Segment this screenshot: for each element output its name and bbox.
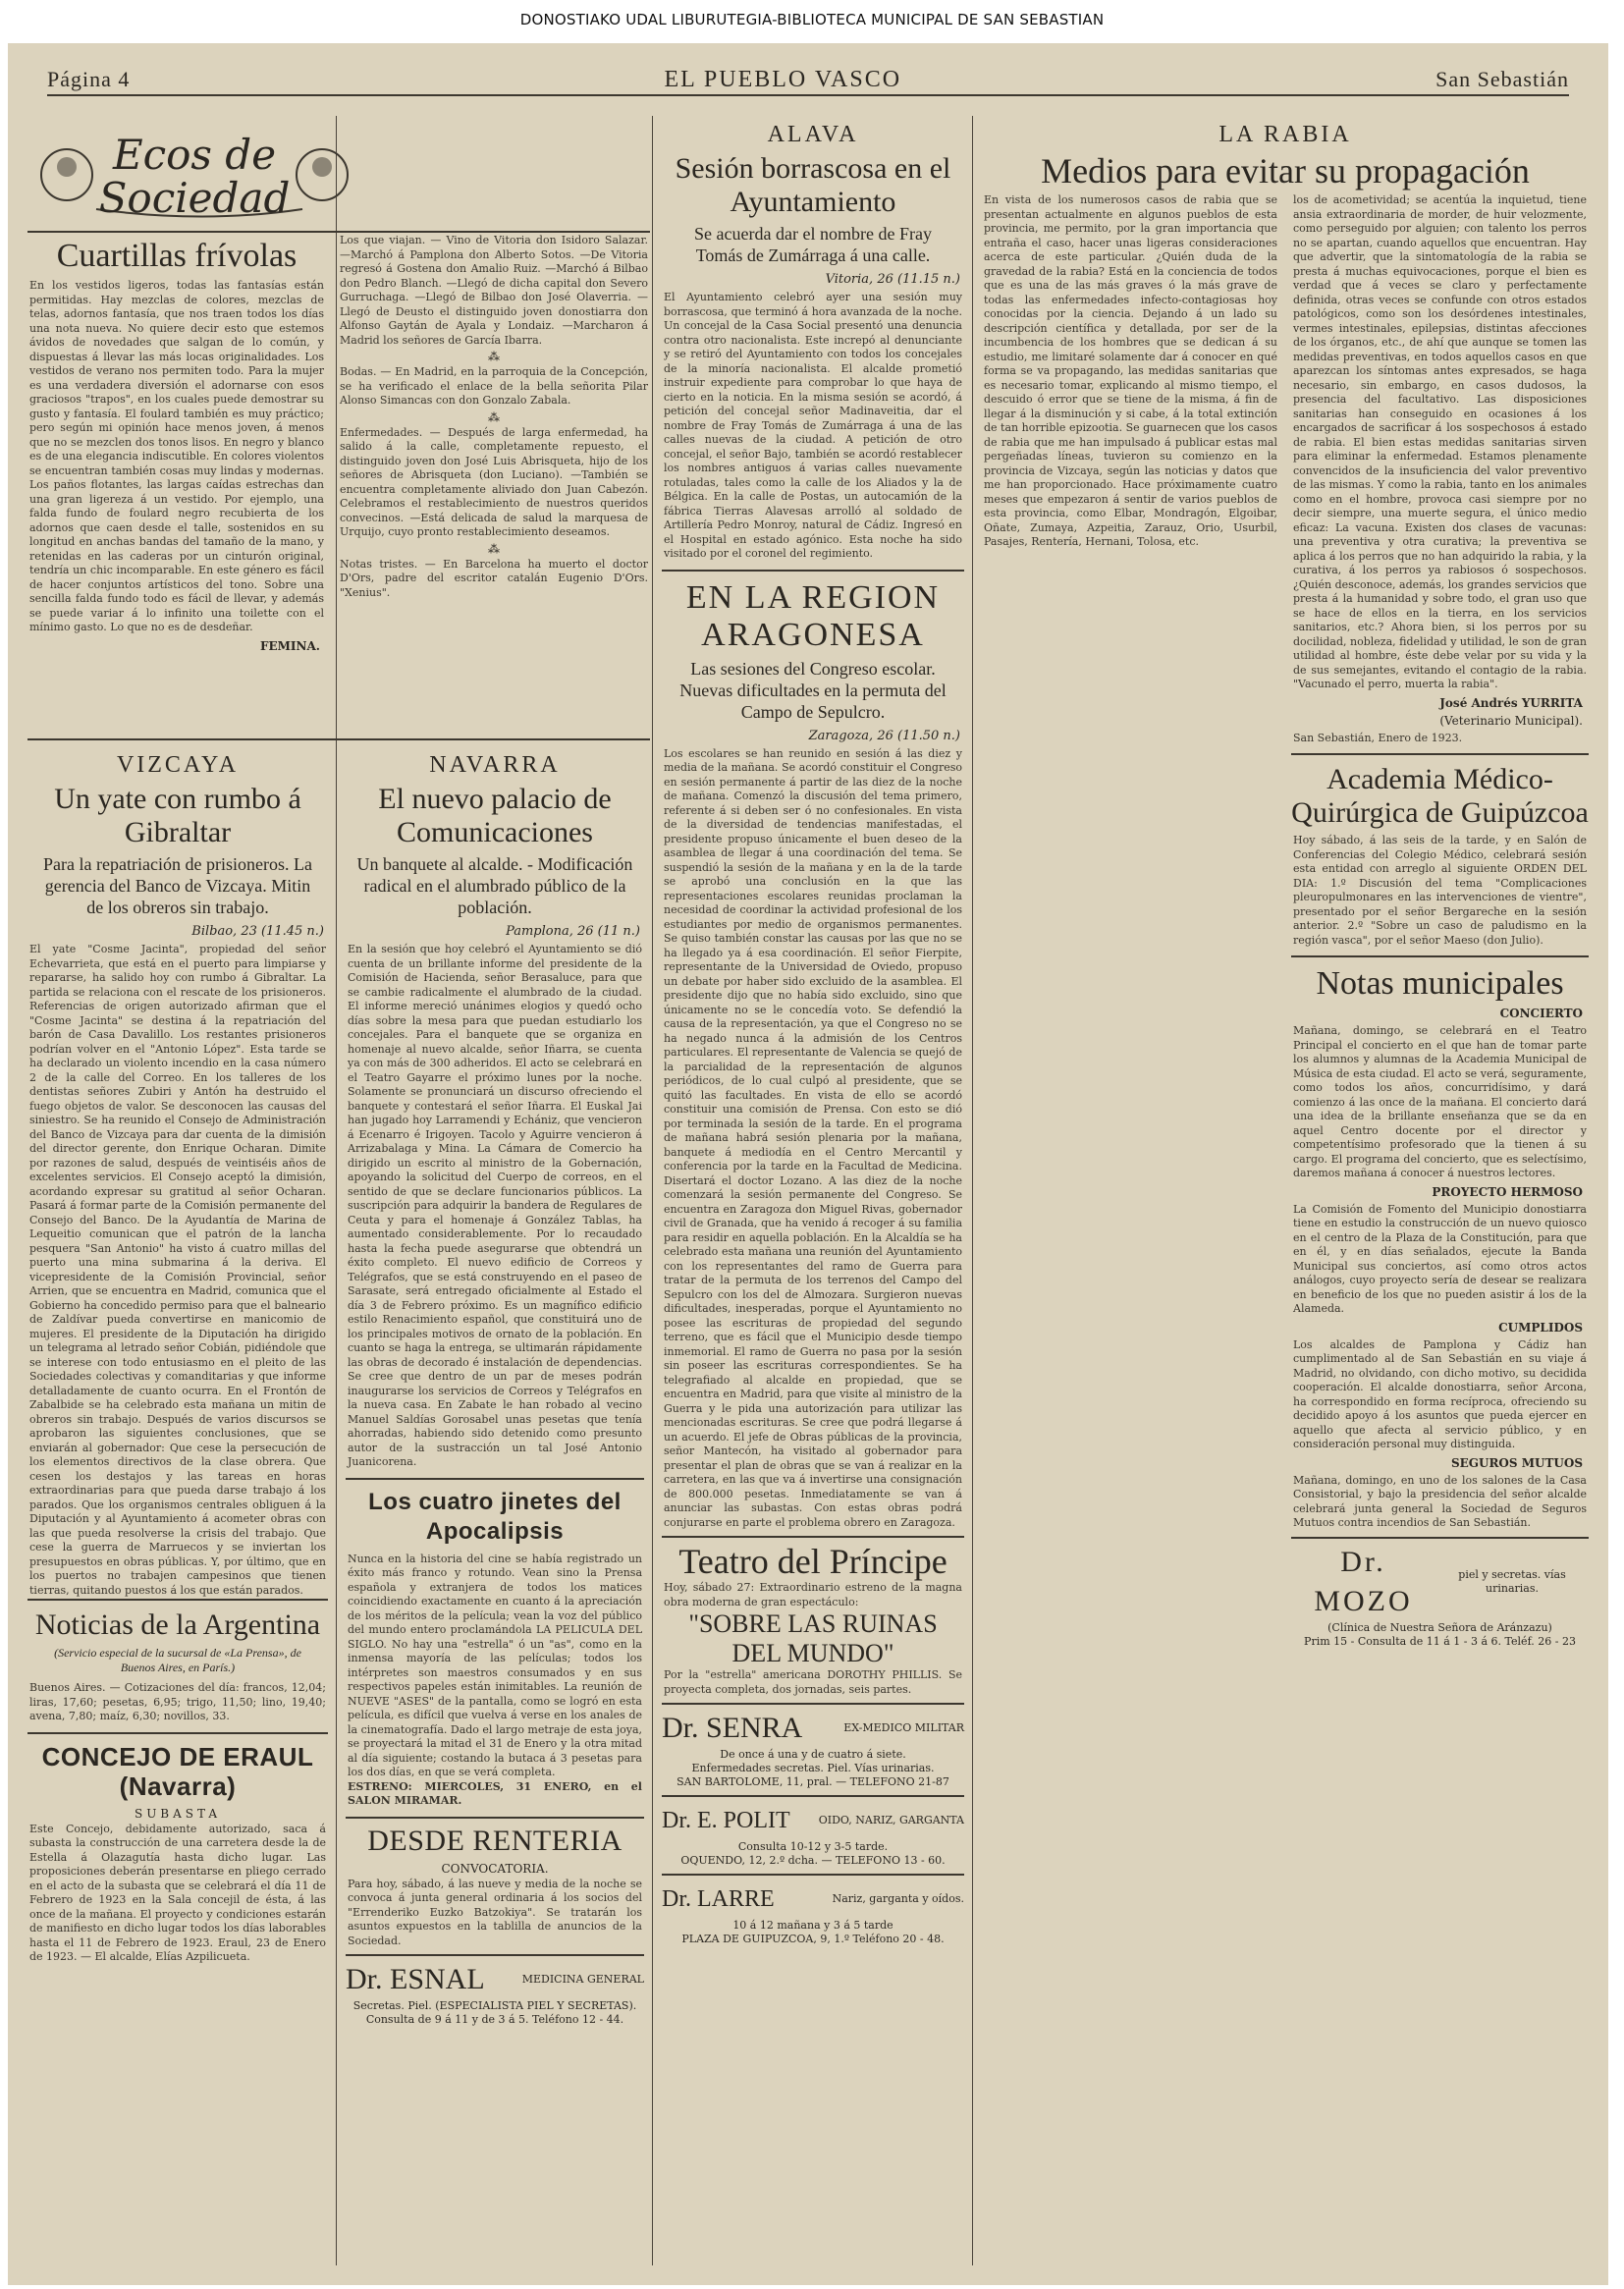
section-rule (662, 570, 964, 572)
renteria-body: Para hoy, sábado, á las nueve y media de la noche se convoca á junta general ordinaria á los socios del "Errenderiko Euzko Batzokiya". Se tratarán los asuntos expuestos en la tablilla de anuncios de la Sociedad. (348, 1877, 646, 1947)
polit-line: OQUENDO, 12, 2.º dcha. — TELEFONO 13 - 60. (680, 1854, 946, 1867)
alava-title: Sesión borrascosa en el Ayuntamiento (675, 152, 951, 218)
alava-dateline: Vitoria, 26 (11.15 n.) (825, 272, 960, 287)
cuartillas-article (27, 234, 326, 657)
cuartillas-signature: FEMINA. (259, 638, 320, 653)
argentina-source: (Servicio especial de la sucursal de «La Prensa», de Buenos Aires, en París.) (54, 1646, 301, 1674)
newspaper-page (8, 43, 1608, 2285)
larre-line: 10 á 12 mañana y 3 á 5 tarde (732, 1919, 893, 1932)
mozo-line: Prim 15 - Consulta de 11 á 1 - 3 á 6. Teléf. 26 - 23 (1304, 1634, 1576, 1648)
esnal-name: Dr. ESNAL (346, 1963, 485, 1995)
cuartillas-body: En los vestidos ligeros, todas las fantasías están permitidas. Hay mezclas de colores, mezclas de telas, adornos fantasía, que nos traen todos los días una nota nueva. No quiere decir esto que estemos ávidos de novedades que salgan de lo común, y dispuestas á llevar las más locas originalidades. Los vestidos de verano nos permiten todo. Para la mujer es una verdadera diversión el adornarse con esos graciosos "trapos", en los cuales puede demostrar su gusto y fantasía. El foulard también es muy práctico; pero según mi opinión hace menos joven, á menos que no se mezclen dos tonos lisos. En negro y blanco es de una elegancia indiscutible. En colores violentos se encuentran también cosas muy lindas y modernas. Los paños flotantes, las largas caídas estrechas dan una gran ligereza á un vestido. Por ejemplo, una falda fundo de foulard negro recubierta de los adornos que caen desde el talle, sostenidos en su longitud en anchas bandas del tamaño de la mano, y retenidas en las caderas por un cinturón original, tendría un chic incomparable. En este género es fácil de hacer conjuntos artísticos del tono. Sobre una sencilla falda fundo todo es fácil de llevar, y además se puede variar á lo infinito una toilette con el mínimo gasto. Lo que no es de desdeñar. (29, 279, 328, 633)
mozo-line: piel y secretas. vías urinarias. (1458, 1567, 1566, 1595)
newspaper-title: EL PUEBLO VASCO (664, 66, 902, 92)
ecos-section (27, 116, 650, 784)
larre-name: Dr. LARRE (662, 1886, 775, 1912)
eraul-label: SUBASTA (134, 1806, 222, 1821)
alava-section (662, 116, 964, 2265)
ecos-banner (27, 116, 650, 234)
rabia-signature-role: (Veterinario Municipal). (1439, 713, 1583, 728)
rabia-body-a: En vista de los numerosos casos de rabia que se presentan actualmente en algunos pueblos de esta provincia, me permito, por la gran importancia que entraña el caso, hacer unas ligeras consideraciones acerca de este particular. ¿Quién duda de la gravedad de la rabia? Está en la conciencia de todos que es una de las más graves ó la más grave de todas las enfermedades infecto-contagiosas hoy conocidas por la ciencia. Dejando á un lado su descripción científica y detallada, por ser de la incumbencia de los hombres que se dedican á su estudio, me limitaré solamente dar á conocer en qué forma se va propagando, las medidas sanitarias que es necesario tomar, explicando al mismo tiempo, el descuido ó error que se tiene de la misma, á fin de llegar á la disminución y si cabe, á la total extinción de tan horrible epizootia. Se guarnecen que los casos de rabia que me han impulsado á publicar estas mal pergeñadas líneas, tuvieron su comienzo en la provincia de Vizcaya, según las noticias y datos que me han proporcionado. Hace próximamente cuatro meses que empezaron á sentir de varios pueblos de esta provincia, como Elbar, Mondragón, Elgoibar, Oñate, Zumaya, Azpeitia, Zarauz, Orio, Usurbil, Pasajes, Rentería, Hernani, Tolosa, etc. (984, 193, 1281, 548)
esnal-line: Secretas. Piel. (ESPECIALISTA PIEL Y SECRETAS). (352, 1999, 637, 2012)
senra-ad (662, 1703, 964, 1789)
notas-tristes-body: Notas tristes. — En Barcelona ha muerto el doctor D'Ors, padre del escritor catalán Eugenio D'Ors. "Xenius". (340, 557, 652, 599)
alava-body: El Ayuntamiento celebró ayer una sesión muy borrascosa, que terminó á hora avanzada de la noche. Un concejal de la Casa Social presentó una denuncia contra otro nacionalista. Este increpó al denunciante y se retiró del Ayuntamiento con todos los concejales de la minoría nacionalista. El alcalde prometió instruir expediente para comprobar lo que haya de cierto en la noticia. En la misma sesión se acordó, á petición del concejal señor Madinaveitia, dar el nombre de Fray Tomás de Zumárraga á una de las calles nuevas de la ciudad. A petición de otro concejal, el señor Bajo, también se acordó restablecer los nombres antiguos á varias calles nuevamente rotuladas, tales como la calle de los Aliados y la de Bélgica. En la calle de Postas, un autocamión de la fábrica Tierras Alavesas arrolló al soldado de Artillería Pedro Monroy, natural de Cádiz. Ingresó en el Hospital en estado agónico. Esta noche ha sido visitado por el coronel del regimiento. (664, 291, 966, 560)
vizcaya-section (27, 746, 328, 2265)
proyecto-label: PROYECTO HERMOSO (1432, 1184, 1583, 1199)
rabia-right-column (1291, 193, 1589, 1649)
rabia-left-column (982, 193, 1279, 1649)
jinetes-title: Los cuatro jinetes del Apocalipsis (368, 1488, 622, 1545)
larre-line: Nariz, garganta y oídos. (832, 1892, 964, 1905)
navarra-body: En la sesión que hoy celebró el Ayuntamiento se dió cuenta de un brillante informe del presidente de la Comisión de Hacienda, señor Berasaluce, para que se cambie radicalmente el alumbrado de la ciudad. El informe mereció unánimes elogios y quedó ocho días sobre la mesa para que puedan estudiarlo los concejales. Para el banquete que se organiza en homenaje al nuevo alcalde, señor Iñarra, se cuenta ya con más de 300 adheridos. El acto se celebrará en el Teatro Gayarre el próximo lunes por la noche. Solamente se pronunciará un discurso ofreciendo el banquete y contestará el señor Iñarra. El Euskal Jai han jugado hoy Larramendi y Echániz, que vencieron á Ecenarro é Irigoyen. Tacolo y Aguirre vencieron á Arrizabalaga y Mina. La Cámara de Comercio ha dirigido un escrito al ministro de la Gobernación, apoyando la solicitud del Cuerpo de correos, en el sentido de que se declare funcionarios públicos. La suscripción para adquirir la bandera de Regulares de Ceuta y para el homenaje á González Tablas, ha aumentado considerablemente. Por lo recaudado hasta la fecha puede asegurarse que obtendrá un éxito completo. El nuevo edificio de Correos y Telégrafos, que se está construyendo en el paseo de Sarasate, será entregado oficialmente al Estado el día 3 de Febrero próximo. Es un magnífico edificio estilo Renacimiento español, que constituirá uno de los principales motivos de ornato de la población. En cuanto se haga la entrega, se ultimarán rápidamente las obras de decorado é instalación de dependencias. Se cree que dentro de un par de meses podrán inaugurarse los servicios de Correos y Telégrafos en la nueva casa. En Zabate le han robado al vecino Manuel Saldías Gorosabel unas pesetas que tenía ahorradas, habiendo sido detenido como presunto autor de la sustracción un tal José Antonio Juanicorena. (348, 943, 646, 1468)
jinetes-estreno: ESTRENO: MIERCOLES, 31 ENERO, en el SALON MIRAMAR. (348, 1779, 646, 1807)
renteria-label: CONVOCATORIA. (441, 1861, 549, 1876)
navarra-subtitle: Un banquete al alcalde. - Modificación radical en el alumbrado público de la población. (356, 854, 633, 917)
section-rule (27, 1732, 328, 1734)
aragonesa-subtitle: Las sesiones del Congreso escolar. Nuevas dificultades en la permuta del Campo de Sepulcro. (679, 658, 947, 722)
navarra-dateline: Pamplona, 26 (11 n.) (506, 924, 640, 939)
seguros-body: Mañana, domingo, en uno de los salones de la Casa Consistorial, y bajo la presidencia del señor alcalde celebrará junta general la Sociedad de Seguros Mutuos contra incendios de San Sebastián. (1293, 1473, 1591, 1529)
section-rule (27, 738, 650, 740)
navarra-title: El nuevo palacio de Comunicaciones (378, 783, 612, 848)
renteria-title: DESDE RENTERIA (367, 1824, 623, 1857)
proyecto-body: La Comisión de Fomento del Municipio donostiarra tiene en estudio la construcción de un nuevo quiosco en el centro de la Plaza de la Constitución, para que en él, y en días señalados, ejecute la Banda Municipal sus conciertos, así como otros actos análogos, cuyo proyecto sería de desear se realizara en beneficio de los que no pueden asistir á los de la Alameda. (1293, 1202, 1591, 1315)
navarra-section (346, 746, 644, 2265)
viajes-body: Los que viajan. — Vino de Vitoria don Isidoro Salazar. —Marchó á Pamplona don Alberto Sotos. —De Vitoria regresó á Gostena don Amalio Ruiz. —Marchó á Bilbao don Pedro Blanch. —Llegó de dicha capital don Severo Gurruchaga. —Llegó de Bilbao don José Olaverria. —Llegó de Deusto el distinguido joven donostiarra don Alfonso Gaytán de Ayala y Londaiz. —Marcharon á Madrid los señores de García Ibarra. (340, 234, 652, 347)
masthead (47, 65, 1569, 96)
column-rule (652, 116, 653, 2265)
eraul-title: CONCEJO DE ERAUL (Navarra) (41, 1741, 314, 1801)
bodas-body: Bodas. — En Madrid, en la parroquia de la Concepción, se ha verificado el enlace de la bella señorita Pilar Alonso Simancas con don Gonzalo Zabala. (340, 365, 652, 407)
teatro-star: Por la "estrella" americana DOROTHY PHILLIS. Se proyecta completa, dos jornadas, seis partes. (664, 1668, 966, 1696)
column-rule (972, 116, 973, 2265)
section-rule (1291, 955, 1589, 957)
section-rule (27, 1599, 328, 1601)
larre-line: PLAZA DE GUIPUZCOA, 9, 1.º Teléfono 20 - 48. (681, 1933, 945, 1945)
senra-name: Dr. SENRA (662, 1712, 803, 1744)
aragonesa-body: Los escolares se han reunido en sesión á las diez y media de la mañana. Se acordó constituir el Congreso en sesión permanente á partir de las diez de la noche de mañana. Comenzó la discusión del tema primero, referente á si deben ser ó no confesionales. En vista de la diversidad de tendencias manifestadas, el presidente propuso únicamente el buen deseo de la asamblea de llegar á una coordinación del tema. Se suspendió la sesión de la mañana y en la de la tarde se aprobó una conclusión en la que las representaciones escolares reunidas proclaman la necesidad de coordinar la actividad profesional de los estudiantes por medio de organismos permanentes. Se quiso también constar las causas por las que no se ha llegado ya á esa coordinación. El señor Fierpite, representante de la Universidad de Oviedo, propuso un debate por haber sido excluido de la asamblea. El presidente dijo que no había sido excluido, sino que únicamente no se le concedía voto. Se defendió la causa de la representación, ya que el Congreso no se ha negado nunca á la admisión de los Centros particulares. El representante de Valencia se quejó de la parcialidad de la representación de algunos periódicos, de lo cual culpó al presidente, que se quitó las facultades. En vista de ello se acordó constituir una comisión de Prensa. Con esto se dió por terminada la sesión de la tarde. En el programa de mañana habrá sesión plenaria por la mañana, banquete á mediodía en el Centro Mercantil y conferencia por la tarde en la Facultad de Medicina. Disertará el doctor Lozano. A las diez de la noche comenzará la sesión permanente del Congreso. Se encuentra en Zaragoza don Miguel Rivas, gobernador civil de Granada, que ha venido á recoger á su familia para residir en aquella población. En la Alcaldía se ha celebrado esta mañana una reunión del Ayuntamiento con los representantes del ramo de Guerra para tratar de la permuta de los terrenos del Campo del Sepulcro con los del de Almozara. Surgieron nuevas dificultades, inesperadas, porque el Ayuntamiento no posee las escrituras de propiedad del segundo terreno, que es fácil que el Municipio desde tiempo inmemorial. El ramo de Guerra no pasa por la sesión sin poseer las escrituras correspondientes. Se ha telegrafiado al alcalde en propiedad, que se encuentra en Madrid, para que visite al ministro de la Guerra y le pida una autorización para utilizar las mencionadas escrituras. Se cree que podrá llegarse á un acuerdo. El jefe de Obras públicas de la provincia, señor Mantecón, ha visitado al gobernador para presentar el plan de obras que se van á realizar en la carretera, en las que va á invertirse una consignación de 800.000 pesetas. Inmediatamente se van á anunciar las subastas. Con estas obras podrá conjurarse en parte el problema obrero en Zaragoza. (664, 746, 966, 1529)
teatro-title: Teatro del Príncipe (678, 1542, 947, 1581)
cuartillas-title: Cuartillas frívolas (56, 238, 298, 274)
separator-stars: ⁂ (488, 350, 500, 363)
section-rule (346, 1817, 644, 1819)
mozo-name: Dr. MOZO (1314, 1545, 1413, 1617)
eraul-body: Este Concejo, debidamente autorizado, saca á subasta la construcción de una carretera desde la de Estella á Olazagutía hasta dicho lugar. Las proposiciones deberán presentarse en pliego cerrado en el acto de la subasta que se celebrará el día 11 de Febrero de 1923 en la Sala concejil de ésta, á las once de la mañana. El proyecto y condiciones estarán de manifiesto en dicho lugar todos los días laborables hasta el 11 de Febrero de 1923. Eraul, 23 de Enero de 1923. — El alcalde, Elías Azpilicueta. (29, 1822, 330, 1963)
section-rule (346, 1478, 644, 1480)
alava-label: ALAVA (767, 122, 859, 147)
section-rule (1291, 753, 1589, 755)
senra-tag: EX-MEDICO MILITAR (843, 1721, 964, 1734)
polit-ad (662, 1795, 964, 1868)
senra-line: De once á una y de cuatro á siete. (720, 1748, 906, 1761)
polit-line: Consulta 10-12 y 3-5 tarde. (737, 1840, 889, 1853)
city-label: San Sebastián (1435, 67, 1569, 91)
vizcaya-title: Un yate con rumbo á Gibraltar (54, 783, 301, 848)
polit-name: Dr. E. POLIT (662, 1808, 790, 1833)
esnal-specialty: MEDICINA GENERAL (521, 1973, 644, 1986)
rabia-signature: José Andrés YURRITA (1439, 695, 1583, 710)
page-number: Página 4 (47, 67, 131, 91)
notas-title: Notas municipales (1316, 965, 1564, 1002)
concierto-label: CONCIERTO (1499, 1007, 1583, 1020)
cumplidos-body: Los alcaldes de Pamplona y Cádiz han cumplimentado al de San Sebastián en su viaje á Madrid, no olvidando, con dicho motivo, su decidida cooperación. El alcalde donostiarra, señor Arcona, ha correspondido en forma recíproca, ofreciendo su decidido apoyo á los asuntos que pueda ejercer en aquello que afecta al servicio público, y en consideración personal muy distinguida. (1293, 1337, 1591, 1450)
seguros-label: SEGUROS MUTUOS (1450, 1455, 1583, 1470)
argentina-title: Noticias de la Argentina (34, 1608, 321, 1641)
esnal-ad (346, 1954, 644, 2027)
archive-banner: DONOSTIAKO UDAL LIBURUTEGIA-BIBLIOTECA MUNICIPAL DE SAN SEBASTIAN (0, 0, 1624, 39)
separator-stars: ⁂ (488, 409, 500, 424)
argentina-body: Buenos Aires. — Cotizaciones del día: francos, 12,04; liras, 17,60; pesetas, 6,95; trigo, 11,50; lino, 19,40; avena, 7,80; maíz, 6,30; novillos, 33. (29, 1681, 330, 1722)
senra-line: SAN BARTOLOME, 11, pral. — TELEFONO 21-87 (677, 1775, 949, 1788)
polit-line: OIDO, NARIZ, GARGANTA (818, 1814, 964, 1826)
vizcaya-label: VIZCAYA (116, 752, 240, 778)
academia-title: Academia Médico-Quirúrgica de Guipúzcoa (1291, 763, 1589, 829)
teatro-body: Hoy, sábado 27: Extraordinario estreno de la magna obra moderna de gran espectáculo: (664, 1581, 966, 1608)
rabia-place-date: San Sebastián, Enero de 1923. (1293, 731, 1463, 744)
mozo-line: (Clínica de Nuestra Señora de Aránzazu) (1327, 1620, 1552, 1634)
concierto-body: Mañana, domingo, se celebrará en el Teatro Principal el concierto en el que han de tomar parte los alumnos y alumnas de la Academia Municipal de Música de esta ciudad. El acto se verá, seguramente, como todos los años, concurridísimo, y dará comienzo á las once de la mañana. El concierto dará una idea de la brillante enseñanza que se da en aquel Centro docente por el director y competentísimo profesorado que la tienen á su cargo. El programa del concierto, que es selectísimo, daremos mañana á conocer á nuestros lectores. (1293, 1024, 1591, 1179)
separator-stars: ⁂ (488, 541, 500, 556)
ecos-title: Ecos de Sociedad (98, 131, 291, 222)
rabia-body-b: los de acometividad; se acentúa la inquietud, tiene ansia extraordinaria de morder, de huir velozmente, como perseguido por alguien; con talento los perros no se apartan, cuando aquellos que encuentran. Hay que advertir, que la sintomatología de la rabia se presta á muchas equivocaciones, porque el bien es verdad que á veces se claro y perfectamente definida, otras veces se confunde con otros estados patológicos, como son los desórdenes intestinales, vermes intestinales, epilepsias, distintas afecciones de los órganos, etc., de ahí que aunque se tomen las medidas preventivas, en todos aquellos casos en que aparezcan los síntomas antes expresados, se haga necesario, sin embargo, en casos dudosos, la presencia del facultativo. Las disposiciones sanitarias han conseguido en ocasiones á los encargados de sacrificar á los sospechosos á estado de rabia. El bien estas medidas sanitarias sirven para eliminar la enfermedad. Estamos plenamente convencidos de la insuficiencia del valor preventivo de las mismas. Y como la rabia, tanto en los animales como en el hombre, provoca casi siempre por no decir siempre, una muerte segura, el único medio eficaz: La vacuna. Existen dos clases de vacunas: una preventiva y otra curativa; la preventiva se aplica á los perros que no han adquirido la rabia, y la curativa, á los perros ya rabiosos ó sospechosos. ¿Quién desconoce, además, los grandes servicios que presta á la humanidad y sobre todo, el gran uso que se hace de ellos en la tierra, en los servicios sanitarios, etc.? Ahora bien, si los perros por su docilidad, nobleza, fidelidad y utilidad, le son de gran utilidad al hombre, éste debe velar por su vida y la de sus semejantes, evitando el contagio de la rabia. "Vacunado el perro, muerta la rabia". (1293, 193, 1591, 690)
aragonesa-dateline: Zaragoza, 26 (11.50 n.) (808, 728, 960, 743)
larre-ad (662, 1874, 964, 1946)
cumplidos-label: CUMPLIDOS (1498, 1320, 1583, 1335)
teatro-ad (662, 1536, 964, 1697)
rabia-label: LA RABIA (1218, 122, 1352, 147)
rabia-title: Medios para evitar su propagación (1041, 151, 1530, 191)
navarra-label: NAVARRA (429, 752, 561, 778)
vizcaya-body: El yate "Cosme Jacinta", propiedad del señor Echevarrieta, que está en el puerto para limpiarse y repararse, ha salido hoy con rumbo á Gibraltar. La partida se relaciona con el rescate de los prisioneros. Referencias de origen autorizado afirman que el "Cosme Jacinta" se destina á la repatriación del barón de Casa Davalillo. Los restantes prisioneros podrían volver en el "Antonio López". Esta tarde se ha declarado un violento incendio en la casa número 2 de la calle del Correo. En los talleres de los dentistas señores Zubiri y Antón ha destruido el fuego objetos de valor. Se desconocen las causas del siniestro. Se ha reunido el Consejo de Administración del Banco de Vizcaya para dar cuenta de la dimisión del director gerente, don Enrique Ocharan. Dimite por razones de salud, después de veintiséis años de excelentes servicios. El Consejo aceptó la dimisión, acordando expresar su gratitud al señor Ocharan. Pasará á formar parte de la Comisión permanente del Consejo del Banco. De la Ayudantía de Marina de Lequeitio comunican que el patrón de la lancha pesquera "San Antonio" ha visto á cuatro millas del puerto una mina submarina á la deriva. El vicepresidente de la Comisión Provincial, señor Arrien, que se encuentra en Madrid, comunica que el Gobierno ha concedido permiso para que el balneario de Zaldívar pueda convertirse en manicomio de mujeres. El presidente de la Diputación ha dirigido un telegrama al letrado señor Cobián, pidiéndole que se interese con todo entusiasmo en el pleito de las Sociedades colectivas y comanditarias y que informe detalladamente de cuanto ocurra. En el Frontón de Zabalbide se ha celebrado esta mañana un mitin de obreros sin trabajo. Después de varios discursos se aprobaron las siguientes conclusiones, que se enviarán al gobernador: Que cese la persecución de los elementos directivos de la clase obrera. Que cesen los destajos y las tareas en horas extraordinarias para que pueda darse trabajo á los parados. Que los organismos centrales obliguen á la Diputación y al Ayuntamiento á acometer obras con las que pueda resolverse la crisis del trabajo. Que cese la guerra de Marruecos y se inviertan los presupuestos en obras públicas. Y, por último, que en los puertos no trabajen campesinos que tienen tierras, quitando puestos á los que están parados. (29, 943, 330, 1597)
rabia-section (982, 116, 1589, 2265)
mozo-ad (1291, 1537, 1589, 1649)
teatro-film: "SOBRE LAS RUINAS DEL MUNDO" (688, 1609, 938, 1667)
aragonesa-title: EN LA REGION ARAGONESA (685, 578, 941, 653)
sociedad-notes (338, 234, 650, 657)
esnal-line: Consulta de 9 á 11 y de 3 á 5. Teléfono 12 - 44. (365, 2013, 624, 2026)
jinetes-body: Nunca en la historia del cine se había registrado un éxito más franco y rotundo. Vean sino la Prensa española y extranjera de todos los matices coincidiendo exactamente en cuanto á la apreciación de los méritos de la película; vean la voz del público del mundo entero proclamándola LA PELICULA DEL SIGLO. No hay una "estrella" ó un "as", como en la inmensa mayoría de las películas; todos los intérpretes son maestros consumados y en sus respectivos papeles están inimitables. La reunión de NUEVE "ASES" de la pantalla, como se logró en esta película, es difícil que vuelva á verse en los anales de la cinematografía. Dado el largo metraje de esta joya, se proyectará la mitad el 31 de Enero y la otra mitad al día siguiente; costando la butaca á 3 pesetas para los dos días, en que se verá completa. (348, 1552, 646, 1778)
alava-subtitle: Se acuerda dar el nombre de Fray Tomás de Zumárraga á una calle. (694, 224, 932, 265)
senra-line: Enfermedades secretas. Piel. Vías urinarias. (691, 1762, 935, 1774)
academia-body: Hoy sábado, á las seis de la tarde, y en Salón de Conferencias del Colegio Médico, celebrará sesión esta entidad con arreglo al siguiente ORDEN DEL DIA: 1.º Discusión del tema "Complicaciones pleuropulmonares en las intervenciones de vientre", presentado por el señor Bergareche en la sesión anterior. 2.º "Sobre un caso de paludismo en la región vasca", por el señor Maeso (don Julio). (1293, 834, 1591, 947)
enfermedades-body: Enfermedades. — Después de larga enfermedad, ha salido á la calle, completamente repuesto, el distinguido joven don José Luis Abrisqueta, hijo de los señores de Abrisqueta (don Luciano). —También se encuentra completamente aliviado don Juan Cabezón. Celebramos el restablecimiento de nuestros queridos convecinos. —Está delicada de salud la marquesa de Urquijo, cuyo pronto restablecimiento deseamos. (340, 425, 652, 538)
vizcaya-dateline: Bilbao, 23 (11.45 n.) (191, 924, 324, 939)
vizcaya-subtitle: Para la repatriación de prisioneros. La gerencia del Banco de Vizcaya. Mitin de los obreros sin trabajo. (43, 854, 312, 917)
